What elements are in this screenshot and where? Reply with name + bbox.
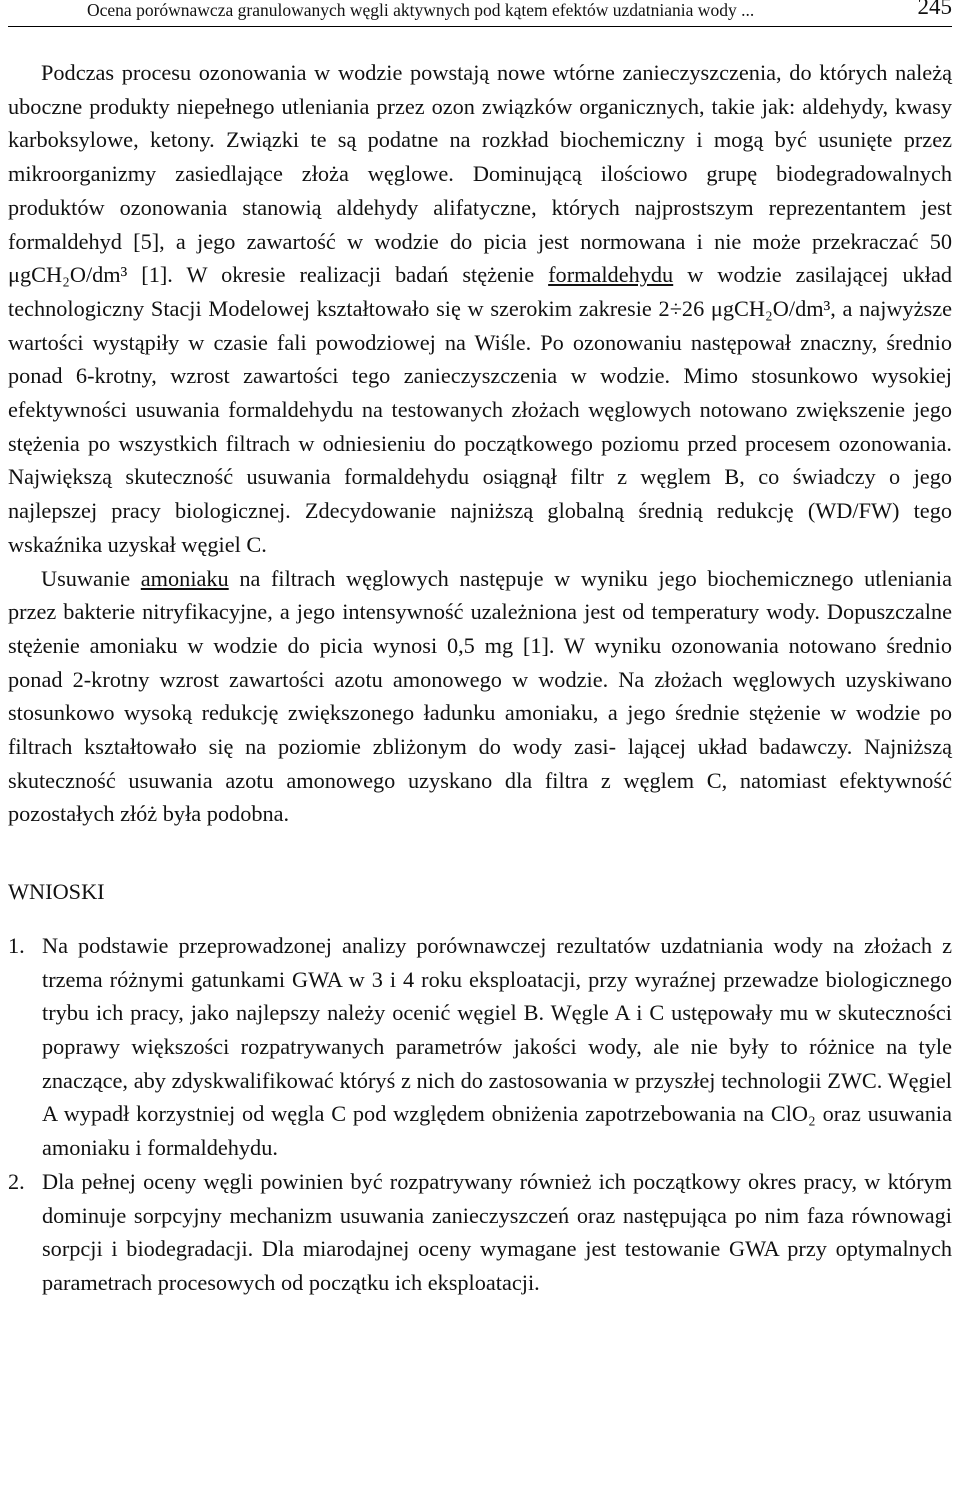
running-header [8,0,952,27]
running-header-title: Ocena porównawcza granulowanych węgli aktywnych pod kątem efektów uzdatniania wody ... [87,0,755,20]
paragraph-text: w wodzie zasilającej układ technologiczny Stacji Modelowej kształtowało się w szerokim zakresie 2÷26 μgCH₂O/dm³, a najwyższe wartości wystąpiły w czasie fali powodziowej na Wiśle. Po ozonowaniu następował znaczny, średnio ponad 6-krotny, wzrost zawartości tego zanieczyszczenia w wodzie. Mimo stosunkowo wysokiej efektywności usuwania formaldehydu na testowanych złożach węglowych notowano zwiększenie jego stężenia po wszystkich filtrach w odniesieniu do początkowego poziomu przed procesem ozonowania. Największą skuteczność usuwania formaldehydu osiągnął filtr z węglem B, co świadczy o jego najlepszej pracy biologicznej. Zdecydowanie najniższą globalną średnią redukcję (WD/FW) tego wskaźnika uzyskał węgiel C. [8,262,952,557]
paragraph-ammonia [8,562,952,832]
paragraph-formaldehyde [8,56,952,562]
page-number: 245 [917,0,952,19]
conclusion-item [8,1165,952,1300]
list-item-text: Na podstawie przeprowadzonej analizy porównawczej rezultatów uzdatniania wody na złożach z trzema różnymi gatunkami GWA w 3 i 4 roku eksploatacji, przy wyraźnej przewadze biologicznego trybu ich pracy, jako najlepszy należy ocenić węgiel B. Węgle A i C ustępowały mu w skuteczności poprawy większości rozpatrywanych parametrów jakości wody, ale nie były to różnice na tyle znaczące, aby zdyskwalifikować któryś z nich do zastosowania w przyszłej technologii ZWC. Węgiel A wypadł korzystniej od węgla C pod względem obniżenia zapotrzebowania na ClO₂ oraz usuwania amoniaku i formaldehydu. [42,932,952,1161]
paragraph-text: Podczas procesu ozonowania w wodzie powstają nowe wtórne zanieczyszczenia, do których należą uboczne produkty niepełnego utleniania przez ozon związków organicznych, takie jak: aldehydy, kwasy karboksylowe, ketony. Związki te są podatne na rozkład biochemiczny i mogą być usunięte przez mikroorganizmy zasiedlające złoża węglowe. Dominującą ilościowo grupę biodegradowalnych produktów ozonowania stanowią aldehydy alifatyczne, których najprostszym reprezentantem jest formaldehyd [5], a jego zawartość w wodzie do picia jest normowana i nie może przekraczać 50 μgCH₂O/dm³ [1]. W okresie realizacji badań stężenie [8,60,952,288]
section-heading-conclusions: WNIOSKI [8,879,105,905]
underlined-term-ammonia: amoniaku [140,565,229,591]
paragraph-text: na filtrach węglowych następuje w wyniku jego biochemicznego utleniania przez bakterie nitryfikacyjne, a jego intensywność uzależniona jest od temperatury wody. Dopuszczalne stężenie amoniaku w wodzie do picia wynosi 0,5 mg [1]. W wyniku ozonowania notowano średnio ponad 2-krotny wzrost zawartości azotu amonowego w wodzie. Na złożach węglowych uzyskiwano stosunkowo wysoką redukcję zwiększonego ładunku amoniaku, a jego średnie stężenie w wodzie po filtrach kształtowało się na poziomie zbliżonym do wody zasi- lającej układ badawczy. Najniższą skuteczność usuwania azotu amonowego uzyskano dla filtra z węglem C, natomiast efektywność pozostałych złóż była podobna. [8,565,952,827]
paragraph-text: Usuwanie [41,565,131,591]
section-spacer [8,831,952,875]
conclusions-list [8,929,952,1300]
page-body [8,56,952,1300]
underlined-term-formaldehyde: formaldehydu [548,262,674,288]
list-number: 1. [8,932,25,958]
conclusion-item [8,929,952,1165]
list-number: 2. [8,1168,25,1194]
list-item-text: Dla pełnej oceny węgli powinien być rozpatrywany również ich początkowy okres pracy, w którym dominuje sorpcyjny mechanizm usuwania zanieczyszczeń oraz następująca po nim faza równowagi sorpcji i biodegradacji. Dla miarodajnej oceny wymagane jest testowanie GWA przy optymalnych parametrach procesowych od początku ich eksploatacji. [42,1168,952,1295]
